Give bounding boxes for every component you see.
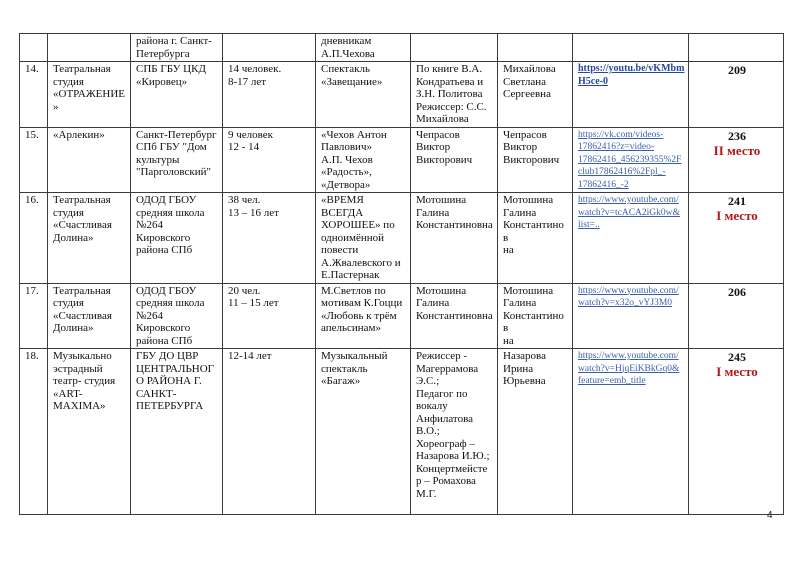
score-cell xyxy=(689,283,784,349)
leader-line: Мотошина xyxy=(503,194,554,206)
leader-line: Викторович xyxy=(503,153,560,166)
author-line: Константиновна xyxy=(416,309,493,322)
score-value: 241 xyxy=(728,194,746,208)
table-body xyxy=(20,34,784,515)
institution-line: ПЕТЕРБУРГА xyxy=(136,400,204,412)
institution-line: средняя школа xyxy=(136,206,205,219)
video-link-line[interactable]: watch?v=HjqEiKBkGq0& xyxy=(578,363,680,374)
video-link-line[interactable]: https://www.youtube.com/ xyxy=(578,351,679,361)
institution-line: САНКТ- xyxy=(136,387,177,400)
program-line: «Любовь к трём xyxy=(321,309,397,322)
collective-line: эстрадный xyxy=(53,362,103,375)
row-number-cell xyxy=(20,34,48,62)
program-line: Е.Пастернак xyxy=(321,269,380,281)
video-link[interactable] xyxy=(578,350,685,388)
author-cell xyxy=(411,283,498,349)
leader-line: Светлана xyxy=(503,75,547,88)
video-link-line[interactable]: https://vk.com/videos- xyxy=(578,129,664,140)
program-line: А.П. Чехов xyxy=(321,153,373,166)
place-award: II место xyxy=(713,142,761,158)
program-line: спектакль xyxy=(321,362,368,375)
place-award: I место xyxy=(716,208,758,223)
participants-line: 12-14 лет xyxy=(228,350,272,362)
author-line: Кондратьева и xyxy=(416,75,484,88)
leader-line: Галина xyxy=(503,206,537,219)
program-line: «ВРЕМЯ xyxy=(321,194,364,206)
table-row xyxy=(20,283,784,349)
page-number: 4 xyxy=(767,510,773,521)
author-line: Викторович xyxy=(416,153,473,166)
author-cell xyxy=(411,34,498,62)
score-cell xyxy=(689,34,784,62)
leader-line: Константинов xyxy=(503,309,564,334)
institution-line: ГБУ ДО ЦВР xyxy=(136,350,199,362)
institution-line: района г. Санкт- xyxy=(136,35,212,47)
program-cell xyxy=(316,283,411,349)
collective-line: Театральная xyxy=(53,63,111,75)
institution-line: «Кировец» xyxy=(136,75,188,88)
collective-line: MAXIMA» xyxy=(53,400,106,412)
author-line: Хореограф – xyxy=(416,437,475,450)
score-value: 236 xyxy=(728,128,746,143)
program-cell xyxy=(316,127,411,193)
author-cell xyxy=(411,193,498,284)
participants-cell xyxy=(223,193,316,284)
program-line: мотивам К.Гоцци xyxy=(321,297,403,309)
program-line: Спектакль xyxy=(321,63,370,75)
collective-line: Музыкально xyxy=(53,350,112,362)
video-link-line[interactable]: 17862416?z=video- xyxy=(578,142,655,152)
collective-line: «ART- xyxy=(53,387,83,400)
video-link-line[interactable]: club17862416%2Fpl_- xyxy=(578,167,666,177)
participants-line: 13 – 16 лет xyxy=(228,206,279,219)
institution-line: ОДОД ГБОУ xyxy=(136,284,197,297)
program-line: М.Светлов по xyxy=(321,284,386,297)
author-line: В.О.; xyxy=(416,425,440,437)
place-award: I место xyxy=(716,364,758,379)
results-table xyxy=(19,33,784,515)
collective-line: студия xyxy=(53,206,84,219)
score-value: 245 xyxy=(728,350,746,364)
author-line: Мотошина xyxy=(416,284,467,297)
leader-line: на xyxy=(503,334,514,347)
collective-line: студия xyxy=(53,297,84,309)
leader-cell xyxy=(498,127,573,193)
row-number-cell: 17. xyxy=(20,283,48,349)
institution-line: СПб ГБУ "Дом xyxy=(136,141,207,153)
collective-line: «Арлекин» xyxy=(53,128,105,141)
institution-line: №264 Кировского xyxy=(136,219,191,244)
collective-line: Театральная xyxy=(53,284,111,297)
author-line: Михайлова xyxy=(416,113,469,125)
institution-cell xyxy=(131,283,223,349)
leader-line: Чепрасов xyxy=(503,128,547,141)
program-cell xyxy=(316,349,411,515)
institution-line: района СПб xyxy=(136,334,193,347)
participants-line: 38 чел. xyxy=(228,194,261,206)
video-link-cell xyxy=(573,349,689,515)
institution-line: Петербурга xyxy=(136,47,190,60)
author-line: Режиссер - xyxy=(416,350,468,362)
institution-line: СПБ ГБУ ЦКД xyxy=(136,63,206,75)
video-link-cell xyxy=(573,283,689,349)
table-row xyxy=(20,34,784,62)
video-link[interactable] xyxy=(578,194,685,232)
video-link-line[interactable]: watch?v=tcACA2iGk0w& xyxy=(578,207,680,218)
institution-cell xyxy=(131,349,223,515)
participants-line: 12 - 14 xyxy=(228,141,260,153)
author-line: Назарова И.Ю.; xyxy=(416,450,490,462)
collective-line: Долина» xyxy=(53,322,94,334)
program-line: апельсинам» xyxy=(321,322,382,334)
author-line: вокалу xyxy=(416,400,448,412)
program-line: А.П.Чехова xyxy=(321,47,375,60)
video-link-cell xyxy=(573,62,689,128)
leader-line: Михайлова xyxy=(503,63,556,75)
author-cell xyxy=(411,349,498,515)
participants-cell xyxy=(223,62,316,128)
leader-line: Юрьевна xyxy=(503,375,546,387)
institution-line: №264 Кировского xyxy=(136,309,191,334)
program-cell xyxy=(316,34,411,62)
score-cell xyxy=(689,127,784,193)
score-cell xyxy=(689,349,784,515)
leader-cell xyxy=(498,283,573,349)
row-number-cell: 16. xyxy=(20,193,48,284)
program-line: «Радость», xyxy=(321,166,372,178)
leader-cell xyxy=(498,34,573,62)
institution-line: средняя школа xyxy=(136,297,205,309)
program-line: «Детвора» xyxy=(321,178,371,191)
collective-line: «ОТРАЖЕНИЕ» xyxy=(53,88,125,113)
table-row xyxy=(20,127,784,193)
row-number-cell: 14. xyxy=(20,62,48,128)
leader-line: Галина xyxy=(503,297,537,309)
program-line: повести xyxy=(321,244,359,256)
author-line: Педагог по xyxy=(416,387,468,400)
program-cell xyxy=(316,193,411,284)
author-line: М.Г. xyxy=(416,487,437,500)
collective-cell xyxy=(48,283,131,349)
author-line: Галина xyxy=(416,297,450,309)
program-line: ХОРОШЕЕ» по xyxy=(321,219,395,231)
author-line: Магеррамова xyxy=(416,362,479,375)
author-line: Анфилатова xyxy=(416,412,474,425)
row-number-cell: 15. xyxy=(20,127,48,193)
video-link-line[interactable]: 17862416_-2 xyxy=(578,179,629,190)
participants-line: 14 человек. xyxy=(228,63,282,75)
institution-line: района СПб xyxy=(136,244,193,256)
video-link-line[interactable]: https://www.youtube.com/ xyxy=(578,285,679,296)
collective-line: «Счастливая xyxy=(53,219,112,231)
author-cell xyxy=(411,62,498,128)
author-line: Мотошина xyxy=(416,194,467,206)
video-link-line[interactable]: https://youtu.be/vKMbm xyxy=(578,63,685,74)
institution-cell xyxy=(131,127,223,193)
institution-cell xyxy=(131,193,223,284)
video-link[interactable] xyxy=(578,129,685,192)
participants-line: 20 чел. xyxy=(228,284,261,297)
program-line: Музыкальный xyxy=(321,350,388,362)
author-line: Константиновна xyxy=(416,219,493,231)
collective-line: студия xyxy=(53,75,84,88)
video-link-cell xyxy=(573,127,689,193)
table-row xyxy=(20,349,784,515)
row-number-cell: 18. xyxy=(20,349,48,515)
collective-cell xyxy=(48,349,131,515)
participants-line: 11 – 15 лет xyxy=(228,297,279,309)
collective-cell xyxy=(48,193,131,284)
institution-line: ОДОД ГБОУ xyxy=(136,194,197,206)
participants-cell xyxy=(223,283,316,349)
institution-line: Санкт-Петербург xyxy=(136,128,217,141)
collective-line: Театральная xyxy=(53,194,111,206)
video-link-line[interactable]: 17862416_456239355%2F xyxy=(578,154,682,165)
leader-line: Виктор xyxy=(503,141,538,153)
program-line: Павлович» xyxy=(321,141,372,153)
score-value: 209 xyxy=(728,63,746,77)
leader-line: Ирина xyxy=(503,362,534,375)
collective-line: Долина» xyxy=(53,231,94,244)
institution-line: О РАЙОНА Г. xyxy=(136,375,202,387)
video-link-line[interactable]: H5ce-0 xyxy=(578,75,608,87)
participants-line: 8-17 лет xyxy=(228,75,267,88)
author-line: Чепрасов xyxy=(416,128,460,141)
collective-cell xyxy=(48,34,131,62)
score-value: 206 xyxy=(728,284,746,299)
program-line: «Багаж» xyxy=(321,375,361,387)
score-cell xyxy=(689,193,784,284)
leader-cell xyxy=(498,193,573,284)
video-link[interactable] xyxy=(578,63,685,88)
author-line: По книге В.А. xyxy=(416,63,483,75)
author-line: З.Н. Политова xyxy=(416,88,483,100)
leader-line: Назарова xyxy=(503,350,546,362)
program-line: одноимённой xyxy=(321,231,385,244)
video-link-cell xyxy=(573,193,689,284)
leader-line: Мотошина xyxy=(503,284,554,297)
program-line: «Чехов Антон xyxy=(321,128,387,141)
collective-line: театр- студия xyxy=(53,375,116,387)
program-line: дневникам xyxy=(321,35,372,47)
author-line: Режиссер: С.С. xyxy=(416,100,487,113)
video-link[interactable] xyxy=(578,285,685,310)
author-line: Галина xyxy=(416,206,450,219)
program-cell xyxy=(316,62,411,128)
video-link-line[interactable]: watch?v=x32o_vYJ3M0 xyxy=(578,298,673,308)
leader-line: на xyxy=(503,244,514,256)
program-line: «Завещание» xyxy=(321,75,383,88)
participants-line: 9 человек xyxy=(228,128,274,141)
collective-cell xyxy=(48,62,131,128)
program-line: ВСЕГДА xyxy=(321,206,364,219)
table-row xyxy=(20,62,784,128)
author-line: Э.С.; xyxy=(416,375,440,387)
leader-line: Сергеевна xyxy=(503,88,551,100)
institution-line: "Парголовский" xyxy=(136,166,212,178)
institution-cell xyxy=(131,62,223,128)
video-link-line[interactable]: feature=emb_title xyxy=(578,376,646,386)
collective-line: «Счастливая xyxy=(53,309,112,322)
participants-cell xyxy=(223,127,316,193)
author-line: р – Ромахова xyxy=(416,475,476,487)
author-line: Концертмейсте xyxy=(416,462,488,475)
participants-cell xyxy=(223,34,316,62)
author-cell xyxy=(411,127,498,193)
leader-cell xyxy=(498,349,573,515)
video-link-line[interactable]: https://www.youtube.com/ xyxy=(578,195,679,205)
video-link-line[interactable]: list=.. xyxy=(578,220,600,230)
leader-cell xyxy=(498,62,573,128)
participants-cell xyxy=(223,349,316,515)
score-cell xyxy=(689,62,784,128)
leader-line: Константинов xyxy=(503,219,564,244)
table-row xyxy=(20,193,784,284)
video-link-cell xyxy=(573,34,689,62)
institution-cell xyxy=(131,34,223,62)
institution-line: культуры xyxy=(136,153,180,166)
institution-line: ЦЕНТРАЛЬНОГ xyxy=(136,362,215,375)
program-line: А.Жвалевского и xyxy=(321,256,401,269)
collective-cell xyxy=(48,127,131,193)
author-line: Виктор xyxy=(416,141,451,153)
